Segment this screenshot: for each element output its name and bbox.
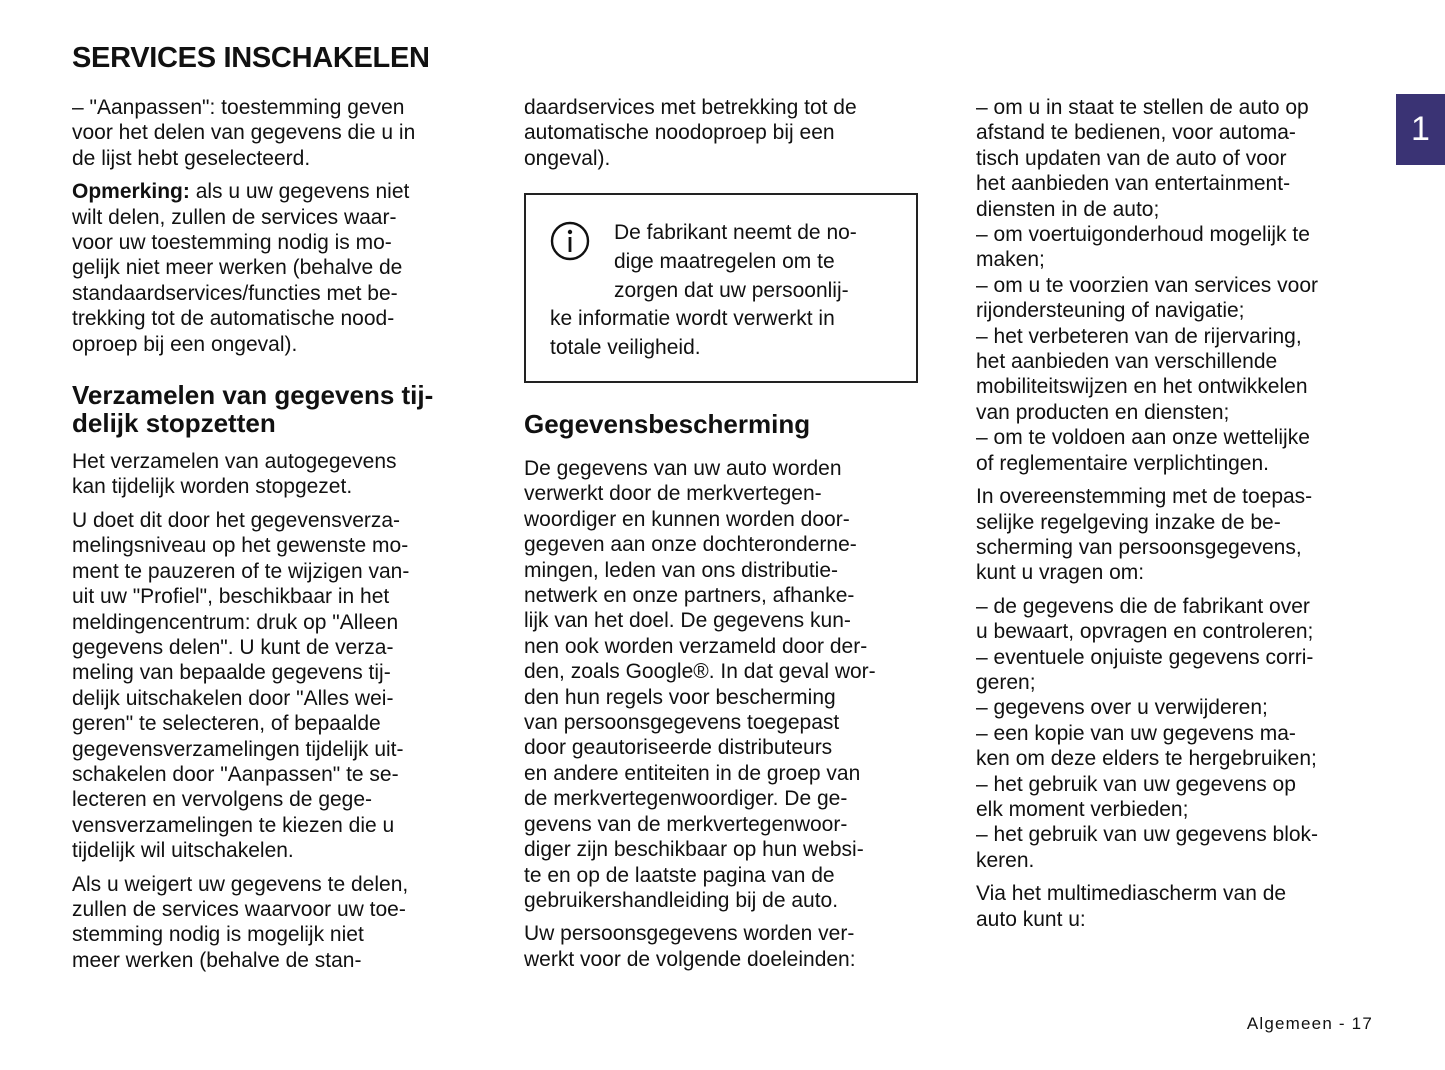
text-line: In overeenstemming met de toepas-	[976, 485, 1313, 509]
section-heading: delijk stopzetten	[72, 408, 276, 439]
text-line: kunt u vragen om:	[976, 561, 1145, 585]
text-line: maken;	[976, 248, 1045, 272]
text-line: en andere entiteiten in de groep van	[524, 761, 861, 785]
info-text	[550, 219, 910, 363]
text-line: den hun regels voor bescherming	[524, 685, 836, 709]
column-2	[524, 95, 924, 171]
text-line: Uw persoonsgegevens worden ver-	[524, 922, 855, 946]
text-line: door geautoriseerde distributeurs	[524, 736, 833, 760]
text-line: tisch updaten van de auto of voor	[976, 146, 1287, 170]
text-line: zullen de services waarvoor uw toe-	[72, 897, 406, 921]
text-line: ongeval).	[524, 146, 611, 170]
column-3	[976, 95, 1376, 932]
text-line: uit uw "Profiel", beschikbaar in het	[72, 585, 390, 609]
text-line: van persoonsgegevens toegepast	[524, 711, 840, 735]
text-line: automatische noodoproep bij een	[524, 121, 835, 145]
text-line: gegevensverzamelingen tijdelijk uit-	[72, 737, 404, 761]
text-line: wilt delen, zullen de services waar-	[72, 205, 397, 229]
list-item: – om u in staat te stellen de auto op	[976, 96, 1309, 119]
text-line: elk moment verbieden;	[976, 797, 1189, 821]
text-line: stemming nodig is mogelijk niet	[72, 923, 364, 947]
section-heading: Verzamelen van gegevens tij-	[72, 380, 434, 411]
text-line: auto kunt u:	[976, 907, 1086, 931]
list-item: – om voertuigonderhoud mogelijk te	[976, 223, 1310, 247]
list-item: – om u te voorzien van services voor	[976, 273, 1318, 297]
text-line: melingsniveau op het gewenste mo-	[72, 534, 409, 558]
text-line: totale veiligheid.	[550, 336, 701, 360]
list-item: – eventuele onjuiste gegevens corri-	[976, 645, 1314, 669]
text-line: Als u weigert uw gegevens te delen,	[72, 872, 409, 896]
text-line: schakelen door "Aanpassen" te se-	[72, 762, 399, 786]
text-line: U doet dit door het gegevensverza-	[72, 508, 401, 532]
text-line: – "Aanpassen": toestemming geven	[72, 96, 405, 119]
list-item: – gegevens over u verwijderen;	[976, 696, 1268, 720]
list-item: – het verbeteren van de rijervaring,	[976, 324, 1302, 348]
column-2-lower	[524, 410, 924, 972]
list-item: – het gebruik van uw gegevens blok-	[976, 823, 1319, 847]
text-line: gelijk niet meer werken (behalve de	[72, 256, 403, 280]
text-line: ke informatie wordt verwerkt in	[550, 307, 835, 331]
text-line: u bewaart, opvragen en controleren;	[976, 620, 1314, 644]
text-line: meling van bepaalde gegevens tij-	[72, 661, 391, 685]
text-line: diensten in de auto;	[976, 197, 1160, 221]
text-line: trekking tot de automatische nood-	[72, 307, 395, 331]
list-item: – het gebruik van uw gegevens op	[976, 772, 1296, 796]
text-line: afstand te bedienen, voor automa-	[976, 121, 1296, 145]
text-line: scherming van persoonsgegevens,	[976, 535, 1302, 559]
text-line: gegeven aan onze dochteronderne-	[524, 533, 857, 557]
text-line: vensverzamelingen te kiezen die u	[72, 813, 395, 837]
text-line: als u uw gegevens niet	[189, 180, 410, 204]
text-line: lijk van het doel. De gegevens kun-	[524, 609, 851, 633]
text-line: keren.	[976, 848, 1035, 872]
text-line: netwerk en onze partners, afhanke-	[524, 584, 855, 608]
text-line: werkt voor de volgende doeleinden:	[524, 947, 856, 971]
section-heading: Gegevensbescherming	[524, 409, 811, 439]
text-line: den, zoals Google®. In dat geval wor-	[524, 660, 876, 684]
text-line: woordiger en kunnen worden door-	[524, 507, 850, 531]
text-line: de merkvertegenwoordiger. De ge-	[524, 787, 848, 811]
text-line: kan tijdelijk worden stopgezet.	[72, 475, 353, 499]
text-line: de lijst hebt geselecteerd.	[72, 146, 311, 170]
text-line: nen ook worden verzameld door der-	[524, 634, 868, 658]
text-line: De fabrikant neemt de no-	[614, 221, 857, 244]
list-item: – een kopie van uw gegevens ma-	[976, 721, 1296, 745]
text-line: diger zijn beschikbaar op hun websi-	[524, 838, 864, 862]
text-line: daardservices met betrekking tot de	[524, 96, 857, 119]
text-line: het aanbieden van verschillende	[976, 350, 1278, 374]
text-line: rijondersteuning of navigatie;	[976, 299, 1245, 323]
text-line: Via het multimediascherm van de	[976, 882, 1287, 906]
text-line: mobiliteitswijzen en het ontwikkelen	[976, 375, 1308, 399]
text-line: van producten en diensten;	[976, 400, 1230, 424]
text-line: geren;	[976, 670, 1036, 694]
text-line: ken om deze elders te hergebruiken;	[976, 747, 1317, 771]
text-line: zorgen dat uw persoonlij-	[614, 278, 849, 302]
text-line: selijke regelgeving inzake de be-	[976, 510, 1281, 534]
page-title: SERVICES INSCHAKELEN	[72, 42, 430, 74]
chapter-tab: 1	[1396, 94, 1445, 165]
text-line: geren" te selecteren, of bepaalde	[72, 712, 381, 736]
page-footer: Algemeen - 17	[1246, 1014, 1373, 1033]
text-line: Het verzamelen van autogegevens	[72, 450, 397, 474]
text-line: oproep bij een ongeval).	[72, 332, 298, 356]
text-line: dige maatregelen om te	[614, 249, 835, 273]
note-paragraph	[72, 179, 472, 204]
text-line: verwerkt door de merkvertegen-	[524, 482, 822, 506]
text-line: te en op de laatste pagina van de	[524, 863, 835, 887]
text-line: het aanbieden van entertainment-	[976, 172, 1291, 196]
text-line: delijk uitschakelen door "Alles wei-	[72, 686, 394, 710]
list-item: – de gegevens die de fabrikant over	[976, 594, 1310, 618]
text-line: gevens van de merkvertegenwoor-	[524, 812, 848, 836]
text-line: of reglementaire verplichtingen.	[976, 451, 1269, 475]
info-box	[524, 193, 918, 383]
text-line: meer werken (behalve de stan-	[72, 948, 362, 972]
text-line: voor het delen van gegevens die u in	[72, 121, 416, 145]
column-1	[72, 95, 472, 973]
text-line: standaardservices/functies met be-	[72, 281, 398, 305]
text-line: lecteren en vervolgens de gege-	[72, 788, 373, 812]
text-line: gebruikershandleiding bij de auto.	[524, 888, 839, 912]
list-item: – om te voldoen aan onze wettelijke	[976, 426, 1310, 450]
text-line: gegevens delen". U kunt de verza-	[72, 635, 394, 659]
text-line: mingen, leden van ons distributie-	[524, 558, 839, 582]
note-label: Opmerking:	[72, 180, 190, 204]
text-line: meldingencentrum: druk op "Alleen	[72, 610, 399, 634]
text-line: tijdelijk wil uitschakelen.	[72, 839, 294, 863]
text-line: ment te pauzeren of te wijzigen van-	[72, 559, 410, 583]
text-line: De gegevens van uw auto worden	[524, 457, 842, 480]
text-line: voor uw toestemming nodig is mo-	[72, 231, 392, 255]
